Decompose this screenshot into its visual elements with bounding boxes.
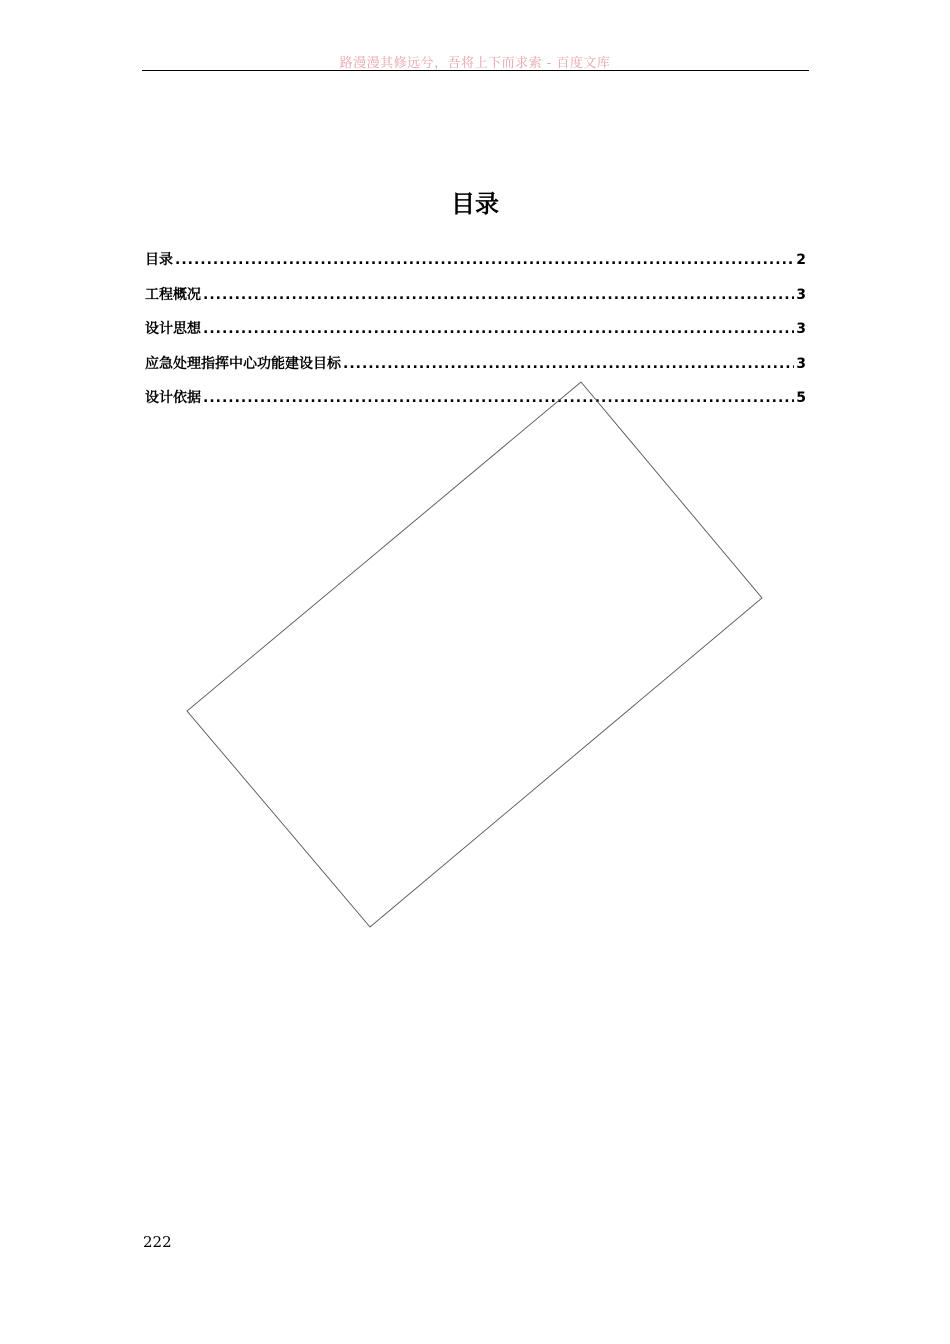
toc-title: 目录: [451, 190, 499, 218]
toc-entry[interactable]: [145, 285, 806, 320]
toc-dot-leader: [343, 354, 794, 374]
toc-entry[interactable]: [145, 250, 806, 285]
toc-entry[interactable]: [145, 388, 806, 423]
toc-dot-leader: [203, 388, 794, 408]
toc-entry-page: 3: [796, 321, 806, 337]
toc-dot-leader: [203, 319, 794, 339]
toc-entry-label: 工程概况: [145, 286, 201, 303]
toc-entry-page: 2: [796, 252, 806, 268]
toc-entry[interactable]: [145, 319, 806, 354]
toc-entry[interactable]: [145, 354, 806, 389]
page-number: 222: [143, 1233, 172, 1251]
toc-entry-label: 设计思想: [145, 321, 201, 337]
toc-entry-label: 设计依据: [145, 390, 201, 406]
header-rule: [142, 70, 809, 71]
toc-entry-label: 目录: [145, 252, 173, 268]
header-watermark: 路漫漫其修远兮，吾将上下而求索 - 百度文库: [339, 56, 611, 71]
toc-dot-leader: [175, 250, 794, 270]
toc-list: [145, 250, 806, 423]
toc-entry-page: 3: [796, 286, 806, 303]
toc-entry-page: 5: [796, 390, 806, 406]
toc-entry-page: 3: [796, 355, 806, 372]
toc-entry-label: 应急处理指挥中心功能建设目标: [145, 355, 341, 372]
toc-dot-leader: [203, 285, 794, 305]
